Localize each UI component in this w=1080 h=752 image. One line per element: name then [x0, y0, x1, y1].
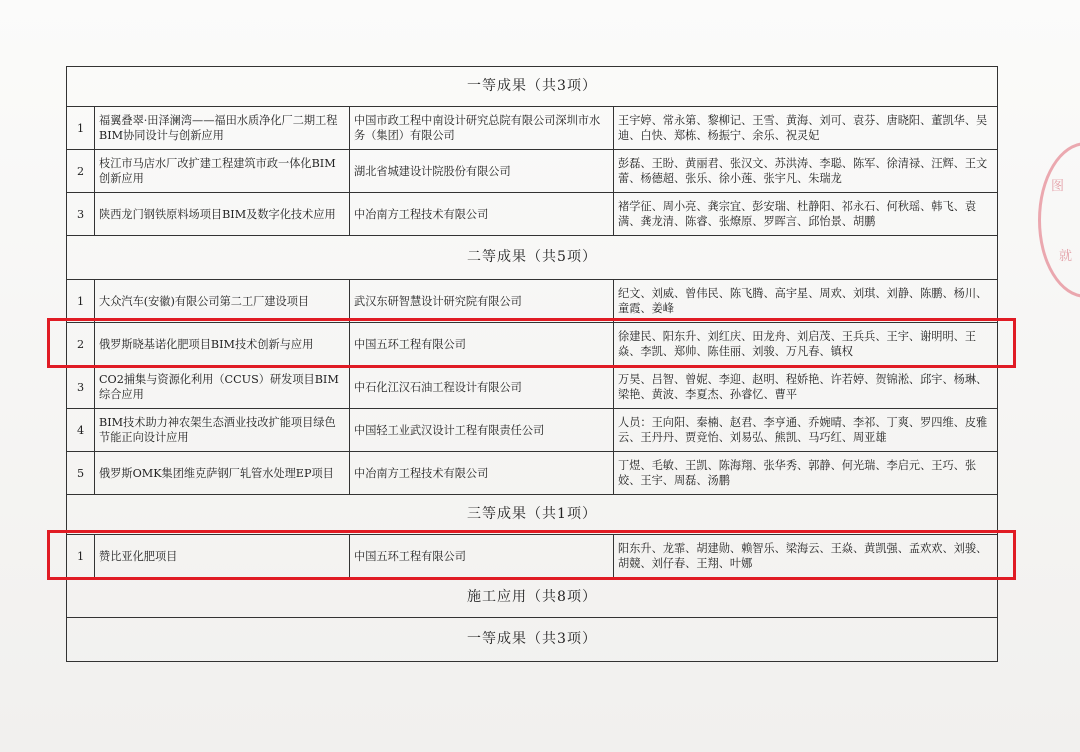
- project-name: 俄罗斯晓基诺化肥项目BIM技术创新与应用: [95, 323, 350, 366]
- section-title: 一等成果（共3项）: [67, 618, 998, 662]
- organization: 中国五环工程有限公司: [350, 323, 614, 366]
- member-names: 彭磊、王盼、黄丽君、张汉文、苏洪涛、李聪、陈军、徐清禄、汪辉、王文蕾、杨德超、张乐、徐小莲、张宇凡、朱瑞龙: [614, 150, 998, 193]
- row-index: 2: [67, 323, 95, 366]
- member-names: 王宇婷、常永第、黎柳记、王雪、黄海、刘可、袁芬、唐晓阳、董凯华、吴迪、白快、郑栋、杨振宁、余乐、祝灵妃: [614, 107, 998, 150]
- section-title: 施工应用（共8项）: [67, 578, 998, 618]
- organization: 中国市政工程中南设计研究总院有限公司深圳市水务（集团）有限公司: [350, 107, 614, 150]
- section-header-second-prize: [67, 236, 998, 280]
- member-names: 人员：王向阳、秦楠、赵君、李亨通、乔婉晴、李祁、丁爽、罗四维、皮雅云、王丹丹、贾竞怡、刘易弘、熊凯、马巧红、周亚雄: [614, 409, 998, 452]
- row-index: 2: [67, 150, 95, 193]
- project-name: 大众汽车(安徽)有限公司第二工厂建设项目: [95, 280, 350, 323]
- table-row: [67, 193, 998, 236]
- member-names: 丁煜、毛敏、王凯、陈海翔、张华秀、郭静、何光瑞、李启元、王巧、张姣、王宇、周磊、汤鹏: [614, 452, 998, 495]
- table-row: [67, 452, 998, 495]
- row-index: 1: [67, 535, 95, 578]
- project-name: 福翼叠翠·田泽澜湾——福田水质净化厂二期工程BIM协同设计与创新应用: [95, 107, 350, 150]
- organization: 湖北省城建设计院股份有限公司: [350, 150, 614, 193]
- organization: 武汉东研智慧设计研究院有限公司: [350, 280, 614, 323]
- project-name: 陕西龙门钢铁原料场项目BIM及数字化技术应用: [95, 193, 350, 236]
- table-row: [67, 323, 998, 366]
- project-name: BIM技术助力神农架生态酒业技改扩能项目绿色节能正向设计应用: [95, 409, 350, 452]
- section-header-construction-first-prize: [67, 618, 998, 662]
- member-names: 徐建民、阳东升、刘红庆、田龙舟、刘启茂、王兵兵、王宇、谢明明、王焱、李凯、郑帅、陈佳丽、刘骏、万凡春、镇权: [614, 323, 998, 366]
- row-index: 1: [67, 280, 95, 323]
- table-row: [67, 107, 998, 150]
- project-name: 枝江市马店水厂改扩建工程建筑市政一体化BIM创新应用: [95, 150, 350, 193]
- row-index: 5: [67, 452, 95, 495]
- organization: 中冶南方工程技术有限公司: [350, 193, 614, 236]
- row-index: 4: [67, 409, 95, 452]
- member-names: 褚学征、周小亮、龚宗宜、彭安瑞、杜静阳、祁永石、何秋瑶、韩飞、袁满、龚龙清、陈睿、张燎原、罗晖言、邱怡景、胡鹏: [614, 193, 998, 236]
- member-names: 万昊、吕智、曾妮、李迎、赵明、程娇艳、许若婷、贺锦淞、邱宇、杨琳、梁艳、黄波、李夏杰、孙睿忆、曹平: [614, 366, 998, 409]
- project-name: 俄罗斯OMK集团维克萨钢厂轧管水处理EP项目: [95, 452, 350, 495]
- seal-text: 就: [1059, 249, 1073, 264]
- organization: 中国五环工程有限公司: [350, 535, 614, 578]
- member-names: 阳东升、龙霏、胡建勋、赖智乐、梁海云、王焱、黄凯强、孟欢欢、刘骏、胡競、刘仔春、王翔、叶娜: [614, 535, 998, 578]
- awards-table: [66, 66, 998, 662]
- organization: 中冶南方工程技术有限公司: [350, 452, 614, 495]
- section-title: 二等成果（共5项）: [67, 236, 998, 280]
- section-title: 三等成果（共1项）: [67, 495, 998, 535]
- project-name: 赞比亚化肥项目: [95, 535, 350, 578]
- member-names: 纪文、刘威、曾伟民、陈飞腾、高宇星、周欢、刘琪、刘静、陈鹏、杨川、童霞、姜峰: [614, 280, 998, 323]
- table-row: [67, 409, 998, 452]
- section-header-first-prize: [67, 67, 998, 107]
- section-title: 一等成果（共3项）: [67, 67, 998, 107]
- section-header-construction: [67, 578, 998, 618]
- organization: 中国轻工业武汉设计工程有限责任公司: [350, 409, 614, 452]
- seal-text: 图: [1051, 179, 1065, 194]
- row-index: 3: [67, 193, 95, 236]
- row-index: 3: [67, 366, 95, 409]
- organization: 中石化江汉石油工程设计有限公司: [350, 366, 614, 409]
- row-index: 1: [67, 107, 95, 150]
- section-header-third-prize: [67, 495, 998, 535]
- table-row: [67, 535, 998, 578]
- table-row: [67, 150, 998, 193]
- table-row: [67, 280, 998, 323]
- table-row: [67, 366, 998, 409]
- project-name: CO2捕集与资源化利用（CCUS）研发项目BIM综合应用: [95, 366, 350, 409]
